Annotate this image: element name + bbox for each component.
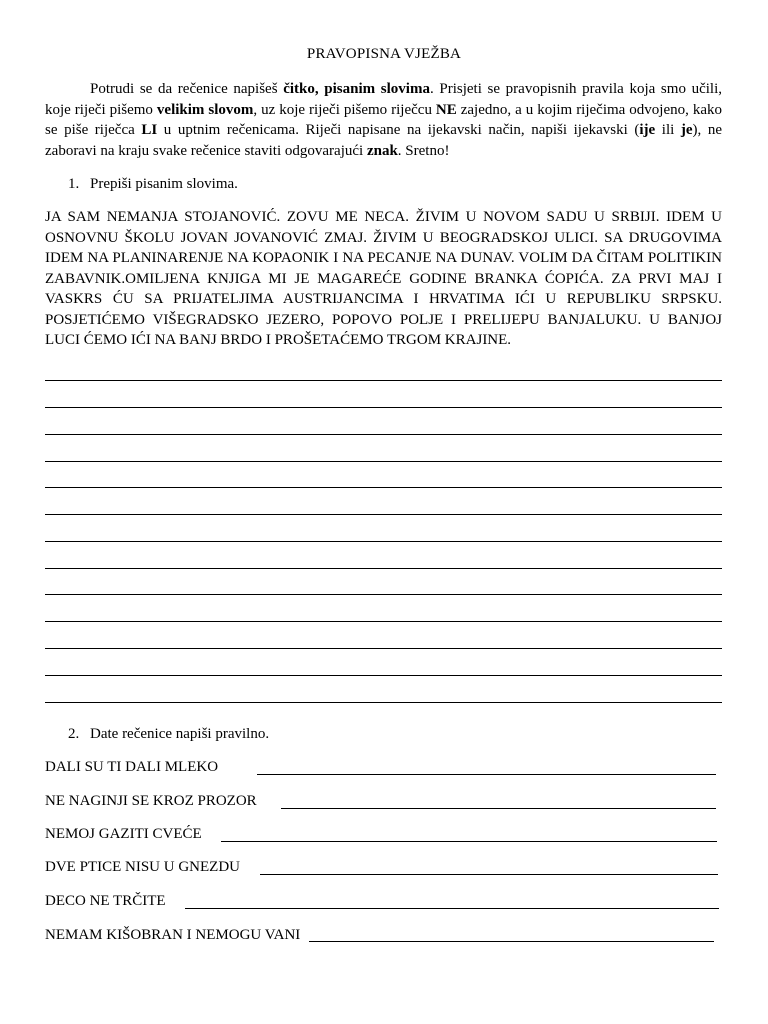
task-2-label: Date rečenice napiši pravilno. — [90, 726, 270, 742]
writing-line[interactable] — [45, 594, 722, 595]
writing-line[interactable] — [45, 487, 722, 488]
answer-line-2[interactable] — [281, 808, 716, 809]
task-2-number: 2. — [68, 726, 80, 742]
writing-line[interactable] — [45, 434, 722, 435]
answer-line-5[interactable] — [185, 908, 719, 909]
answer-line-3[interactable] — [221, 841, 717, 842]
sentence-6: NEMAM KIŠOBRAN I NEMOGU VANI — [45, 927, 301, 943]
writing-line[interactable] — [45, 702, 722, 703]
instructions-paragraph: Potrudi se da rečenice napišeš čitko, pisanim slovima. Prisjeti se pravopisnih pravila koja smo učili, koje riječi pišemo velikim slovom, uz koje riječi pišemo riječcu NE zajedno, a u kojim riječima odvojeno, kako se piše riječca LI u uptnim rečenicama. Riječi napisane na ijekavski način, napiši ijekavski (ije ili je), ne zaboravi na kraju svake rečenice staviti odgovarajući znak. Sretno! — [45, 81, 723, 159]
sentence-4: DVE PTICE NISU U GNEZDU — [45, 859, 240, 875]
task-1-number: 1. — [68, 176, 80, 192]
writing-line[interactable] — [45, 407, 722, 408]
writing-line[interactable] — [45, 541, 722, 542]
answer-line-4[interactable] — [260, 874, 718, 875]
task-1-heading — [68, 176, 238, 193]
sentence-2: NE NAGINJI SE KROZ PROZOR — [45, 793, 257, 809]
task-1-label: Prepiši pisanim slovima. — [90, 176, 238, 192]
sentence-1: DALI SU TI DALI MLEKO — [45, 759, 219, 775]
task-2-heading — [68, 726, 269, 743]
sentence-5: DECO NE TRČITE — [45, 893, 166, 909]
answer-line-1[interactable] — [257, 774, 716, 775]
writing-line[interactable] — [45, 380, 722, 381]
writing-line[interactable] — [45, 648, 722, 649]
writing-line[interactable] — [45, 568, 722, 569]
sentence-3: NEMOJ GAZITI CVEĆE — [45, 826, 202, 842]
writing-line[interactable] — [45, 621, 722, 622]
copy-text: JA SAM NEMANJA STOJANOVIĆ. ZOVU ME NECA. ŽIVIM U NOVOM SADU U SRBIJI. IDEM U OSNOVNU ŠKOLU JOVAN JOVANOVIĆ ZMAJ. ŽIVIM U BEOGRADSKOJ ULICI. SA DRUGOVIMA IDEM NA PLANINARENJE NA KOPAONIK I NA PECANJE NA DUNAV. VOLIM DA ČITAM POLITIKIN ZABAVNIK.OMILJENA KNJIGA MI JE MAGAREĆE GODINE BRANKA ĆOPIĆA. ZA PRVI MAJ I VASKRS ĆU SA PRIJATELJIMA AUSTRIJANCIMA I HRVATIMA IĆI U REPUBLIKU SRPSKU. POSJETIĆEMO VIŠEGRADSKO JEZERO, POPOVO POLJE I PRELIJEPU BANJALUKU. U BANJOJ LUCI ĆEMO IĆI NA BANJ BRDO I PROŠETAĆEMO TRGOM KRAJINE. — [45, 209, 722, 348]
writing-line[interactable] — [45, 675, 722, 676]
page-title: PRAVOPISNA VJEŽBA — [306, 46, 462, 62]
answer-line-6[interactable] — [309, 941, 714, 942]
writing-line[interactable] — [45, 514, 722, 515]
writing-line[interactable] — [45, 461, 722, 462]
